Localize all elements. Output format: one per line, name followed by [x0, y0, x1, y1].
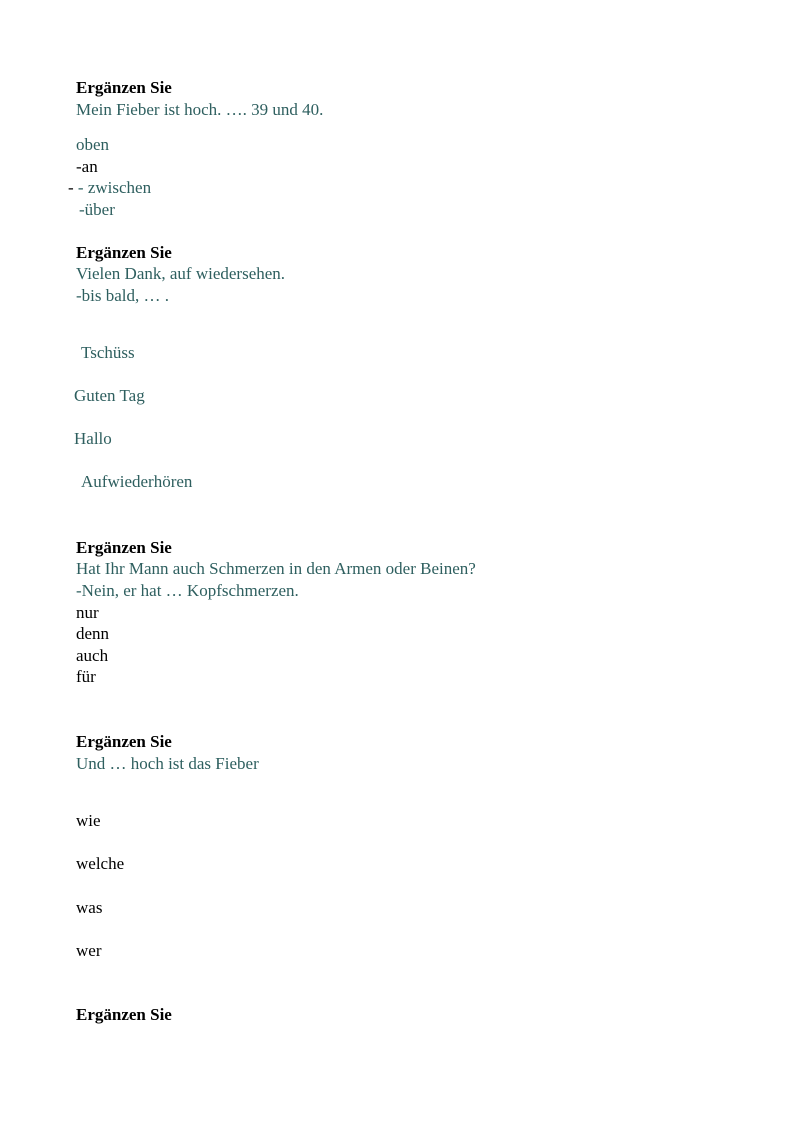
question-4-option-2[interactable]: welche — [76, 854, 125, 873]
question-2-heading: Ergänzen Sie — [76, 243, 172, 262]
question-3-option-1[interactable]: nur — [76, 603, 99, 622]
question-3-option-2[interactable]: denn — [76, 624, 110, 643]
question-2-option-1[interactable]: Tschüss — [81, 343, 135, 362]
question-1-prompt: Mein Fieber ist hoch. …. 39 und 40. — [76, 100, 324, 119]
question-1-option-3[interactable]: - - zwischen — [68, 178, 152, 197]
question-1-option-1[interactable]: oben — [76, 135, 110, 154]
question-3-prompt-line-2: -Nein, er hat … Kopfschmerzen. — [76, 581, 299, 600]
question-3-heading: Ergänzen Sie — [76, 538, 172, 557]
question-4-prompt: Und … hoch ist das Fieber — [76, 754, 259, 773]
question-4-option-3[interactable]: was — [76, 898, 103, 917]
question-1-heading: Ergänzen Sie — [76, 78, 172, 97]
question-5-heading: Ergänzen Sie — [76, 1005, 172, 1024]
question-4-heading: Ergänzen Sie — [76, 732, 172, 751]
question-3-prompt-line-1: Hat Ihr Mann auch Schmerzen in den Armen oder Beinen? — [76, 559, 476, 578]
question-1-option-3-text: - zwischen — [77, 178, 152, 197]
question-1-option-2[interactable]: -an — [76, 157, 98, 176]
question-3-option-4[interactable]: für — [76, 667, 96, 686]
question-2-option-3[interactable]: Hallo — [74, 429, 112, 448]
question-1-option-4[interactable]: -über — [79, 200, 115, 219]
question-4-option-4[interactable]: wer — [76, 941, 102, 960]
question-2-option-2[interactable]: Guten Tag — [74, 386, 145, 405]
question-2-option-4[interactable]: Aufwiederhören — [81, 472, 193, 491]
question-3-option-3[interactable]: auch — [76, 646, 109, 665]
question-4-option-1[interactable]: wie — [76, 811, 101, 830]
question-2-prompt-line-1: Vielen Dank, auf wiedersehen. — [76, 264, 286, 283]
question-2-prompt-line-2: -bis bald, … . — [76, 286, 170, 305]
